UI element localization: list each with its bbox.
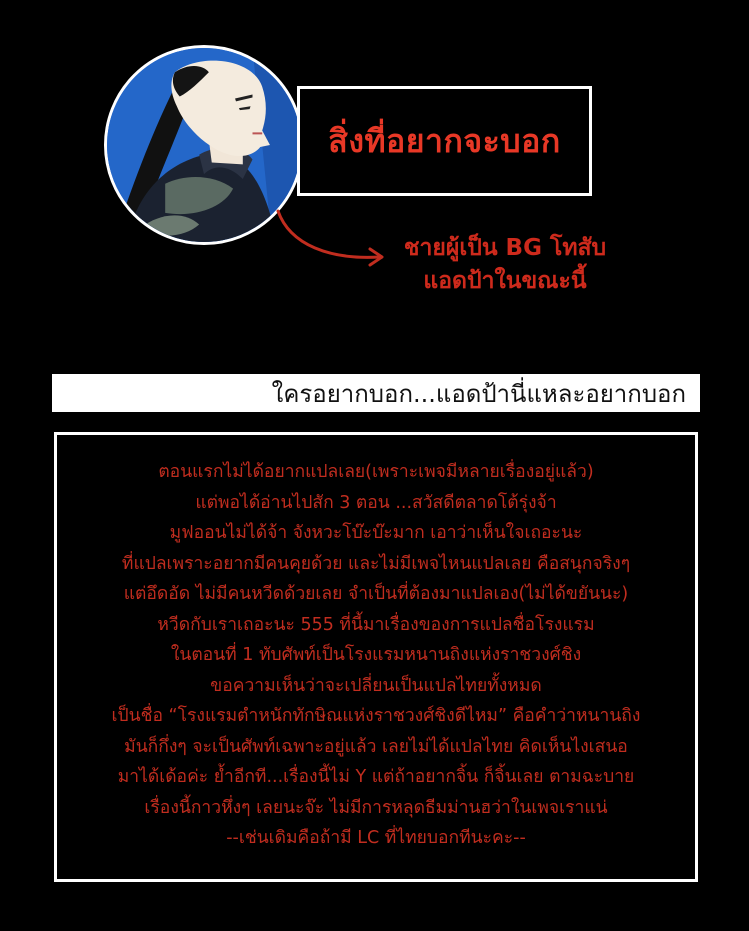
portrait-caption: ชายผู้เป็น BG โทสับ แอดป้าในขณะนี้ <box>403 235 607 294</box>
message-line: แต่อึดอัด ไม่มีคนหวีดด้วยเลย จำเป็นที่ต้องมาแปลเอง(ไม่ได้ขยันนะ) <box>123 584 629 604</box>
banner <box>52 374 700 412</box>
message-line: เรื่องนี้กาวหึ่งๆ เลยนะจ๊ะ ไม่มีการหลุดธีมม่านฮว่าในเพจเราแน่ <box>144 797 608 818</box>
message-line: หวีดกับเราเถอะนะ 555 ที่นี้มาเรื่องของการแปลชื่อโรงแรม <box>157 614 595 635</box>
message-line: เป็นชื่อ “โรงแรมตำหนักทักษิณแห่งราชวงศ์ชิงดีไหม” คือคำว่าหนานถิง <box>111 706 641 726</box>
title-box <box>297 86 592 196</box>
message-line: ขอความเห็นว่าจะเปลี่ยนเป็นแปลไทยทั้งหมด <box>210 675 542 696</box>
message-line: ในตอนที่ 1 ทับศัพท์เป็นโรงแรมหนานถิงแห่งราชวงศ์ชิง <box>170 645 582 665</box>
message-line: มันก็กึ่งๆ จะเป็นศัพท์เฉพาะอยู่แล้ว เลยไม่ได้แปลไทย คิดเห็นไงเสนอ <box>124 736 628 757</box>
message-line: มูฟออนไม่ได้จ้า จังหวะโบ๊ะบ๊ะมาก เอาว่าเห็นใจเถอะนะ <box>169 523 583 543</box>
curved-arrow-icon <box>270 205 400 275</box>
page-title: สิ่งที่อยากจะบอก <box>328 121 561 160</box>
message-line: แต่พอได้อ่านไปสัก 3 ตอน ...สวัสดีตลาดโต้รุ่งจ้า <box>195 492 557 513</box>
message-line: ตอนแรกไม่ได้อยากแปลเลย(เพราะเพจมีหลายเรื่องอยู่แล้ว) <box>158 462 594 482</box>
message-line: มาได้เด้อค่ะ ย้ำอีกที...เรื่องนี้ไม่ Y แต่ถ้าอยากจิ้น ก็จิ้นเลย ตามฉะบาย <box>117 767 635 787</box>
message-line: --เช่นเดิมคือถ้ามี LC ที่ไทยบอกทีนะคะ-- <box>226 828 526 848</box>
message-line: ที่แปลเพราะอยากมีคนคุยด้วย และไม่มีเพจไหนแปลเลย คือสนุกจริงๆ <box>121 553 631 574</box>
banner-text: ใครอยากบอก...แอดป้านี่แหละอยากบอก <box>271 379 686 408</box>
message-box <box>54 432 698 882</box>
